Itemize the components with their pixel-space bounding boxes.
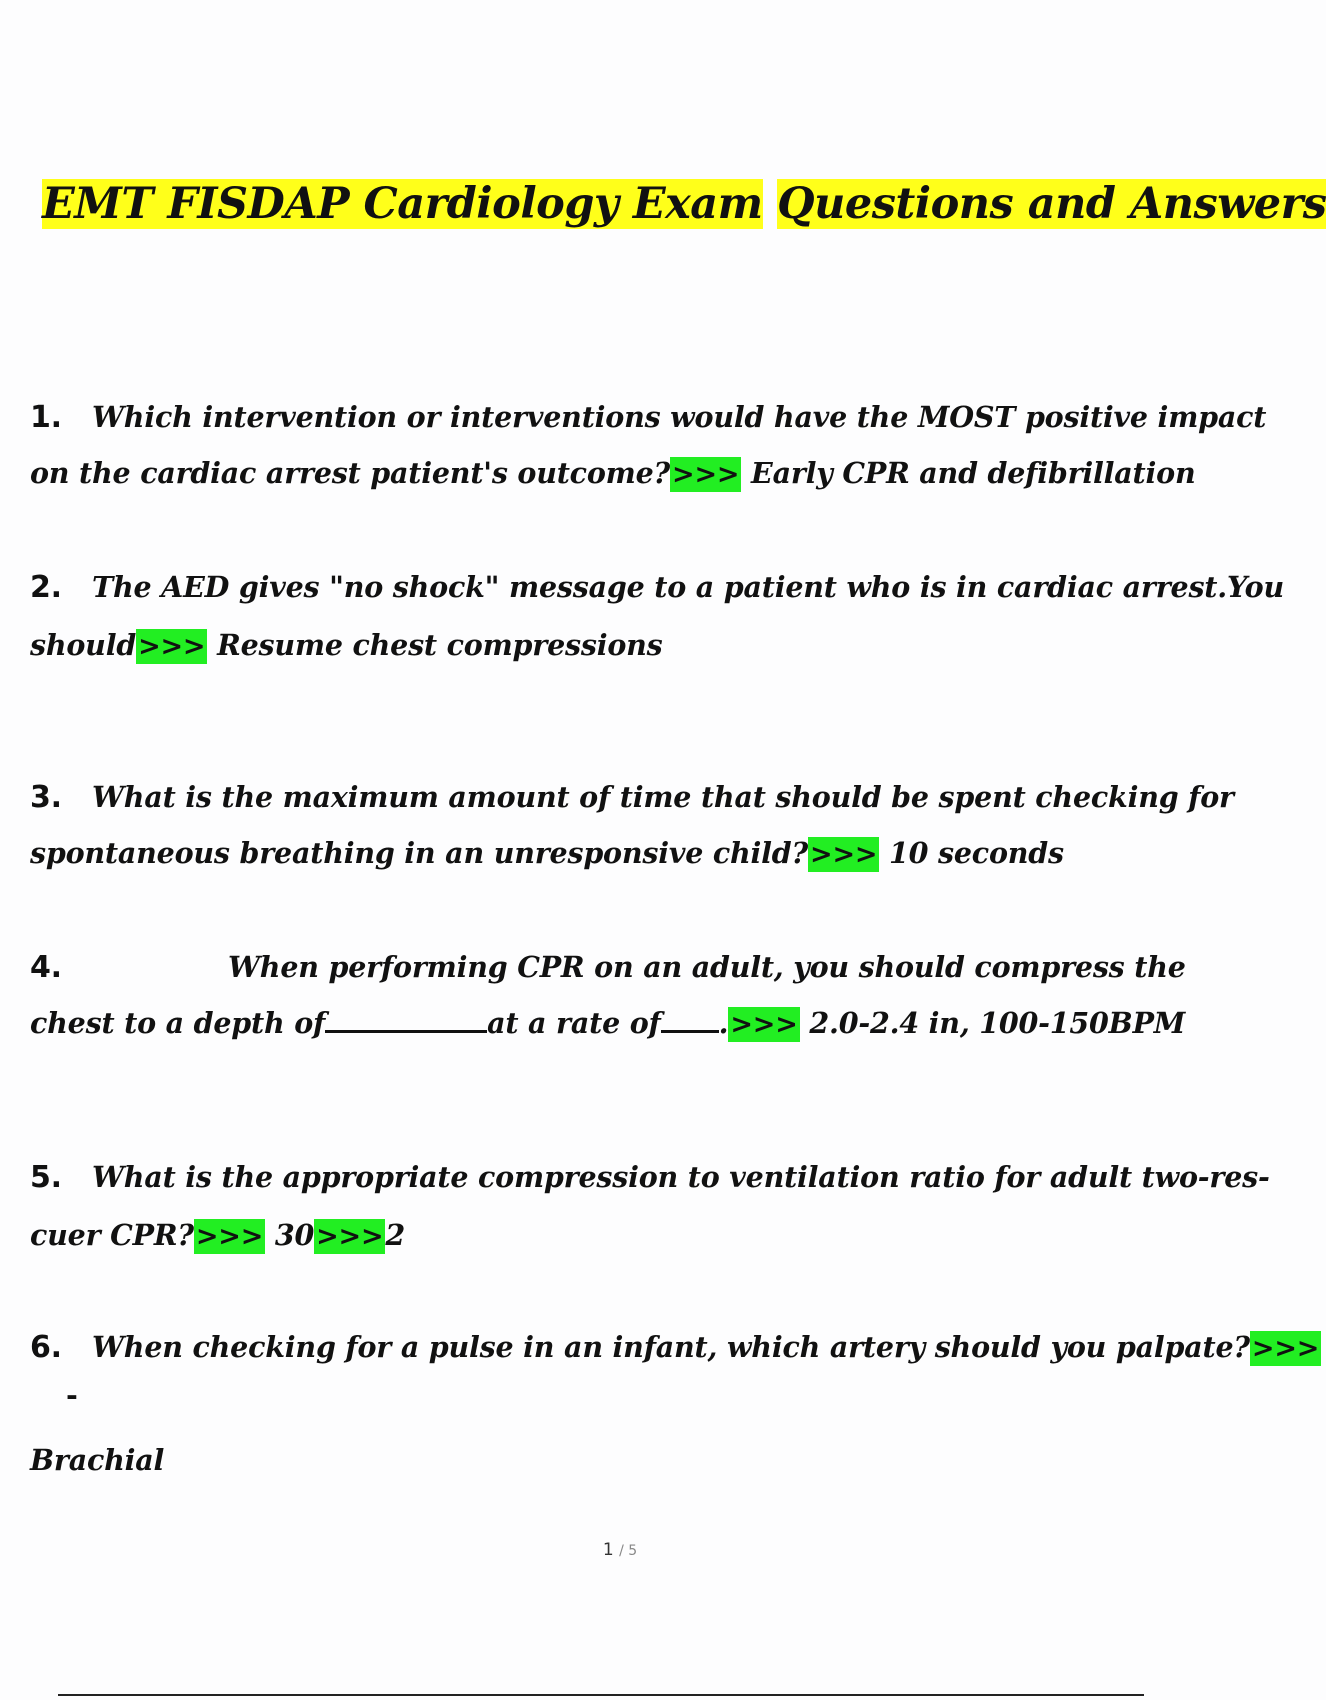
question-number: 3. (30, 780, 62, 815)
answer-text: Resume chest compressions (217, 628, 663, 662)
title-part-1: EMT FISDAP Cardiology Exam (42, 179, 763, 229)
answer-marker: >>> (195, 1221, 264, 1252)
document-title (42, 176, 1326, 232)
answer-marker: >>> (1251, 1333, 1320, 1364)
question-text: should (30, 628, 137, 662)
question-text: at a rate of (487, 1006, 661, 1040)
question-text: When performing CPR on an adult, you should compress the (228, 950, 1186, 984)
question-text: . (718, 1006, 729, 1040)
question-number: 2. (30, 570, 62, 605)
answer-text: 30 (274, 1218, 315, 1252)
question-text: Which intervention or interventions would have the MOST positive impact (92, 400, 1267, 434)
question-text: What is the appropriate compression to ventilation ratio for adult two-res- (92, 1160, 1270, 1194)
answer-marker: >>> (730, 1009, 798, 1040)
continuation-dash: - (66, 1378, 78, 1412)
answer-marker: >>> (316, 1221, 384, 1252)
answer-marker: >>> (810, 839, 878, 870)
title-part-2: Questions and Answers (777, 179, 1326, 229)
answer-text: Early CPR and defibrillation (751, 456, 1196, 490)
question-number: 1. (30, 400, 62, 435)
question-text: chest to a depth of (30, 1006, 326, 1040)
question-text: on the cardiac arrest patient's outcome? (30, 456, 671, 490)
answer-text: 2 (385, 1218, 406, 1252)
fill-in-blank (325, 1008, 487, 1033)
question-number: 6. (30, 1330, 62, 1365)
question-text: spontaneous breathing in an unresponsive child? (30, 836, 809, 870)
question-text: cuer CPR? (30, 1218, 194, 1252)
answer-text: Brachial (30, 1443, 165, 1477)
question-text: What is the maximum amount of time that should be spent checking for (92, 780, 1234, 814)
answer-text: 10 seconds (889, 836, 1064, 870)
page-bottom-rule (58, 1694, 1144, 1696)
page-indicator (0, 1540, 1240, 1560)
question-text: The AED gives "no shock" message to a patient who is in cardiac arrest.You (92, 570, 1284, 604)
answer-marker: >>> (672, 459, 740, 490)
answer-marker: >>> (138, 631, 206, 662)
question-text: When checking for a pulse in an infant, which artery should you palpate? (92, 1330, 1250, 1364)
answer-text: 2.0-2.4 in, 100-150BPM (809, 1006, 1186, 1040)
fill-in-blank (661, 1008, 719, 1033)
total-pages: / 5 (619, 1543, 638, 1559)
question-number: 5. (30, 1160, 62, 1195)
current-page: 1 (602, 1540, 614, 1560)
question-number: 4. (30, 950, 62, 985)
